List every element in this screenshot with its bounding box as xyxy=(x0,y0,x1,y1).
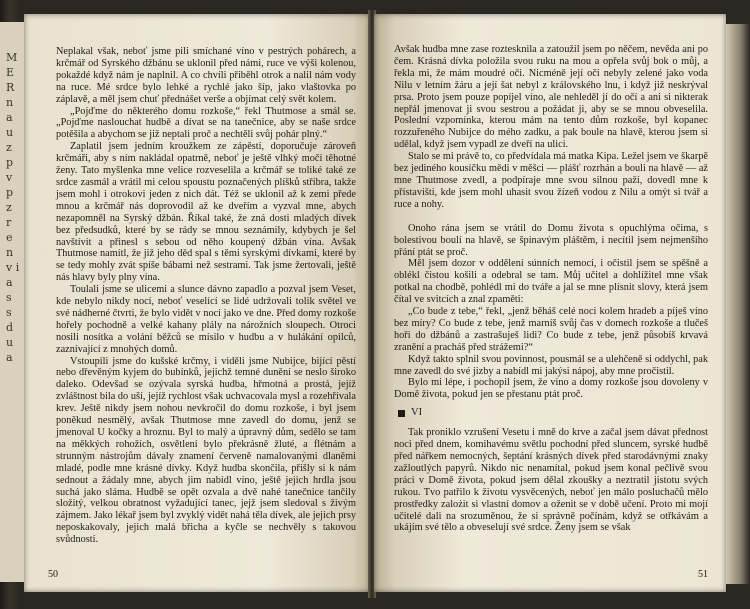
paragraph: „Co bude z tebe,“ řekl, „jenž běháš celé noci kolem hradeb a píješ víno bez míry? Co bude z tebe, jenž marníš svůj čas v domech rozkoše a tlučeš hoři do džbánů a zastrašuješ lidi? Co bude z tebe, jenž působíš krvavá zranění a pracháš před strážemi?“ xyxy=(394,306,708,353)
underlying-page-edge xyxy=(0,22,26,582)
paragraph: Tak proniklo vzrušení Vesetu i mně do krve a začal jsem dávat přednost noci před dnem, komihavému světlu pochodní před sluncem, syrské hudbě před nářkem nemocných, šeptání krásných dívek před starodávnými znaky zažloutlých papyrů. Nikdo nic nenamítal, pokud jsem konal pečlivě svou práci v Domě života, pokud jsem dělal zkoušky a neztratil jistotu svých rukou. Tvo patřilo k životu vysvěcených, neboť jen málo posluchačů mělo prostředky zalożit si vlastní domov a oženit se v době učení. Proto mi mojí učitelé dali na srozuměnou, že si správně počínám, když se otřkávám a ukájím své tělo a obveselují své srdce. Ženy jsem se však xyxy=(394,427,708,534)
paragraph: Onoho rána jsem se vrátil do Domu života s opuchlýma očima, s bolestivou boulí na hlavě, se špinavým pláštěm, i necítil jsem nejmenšího přání ptát se proč. xyxy=(394,222,708,258)
paragraph: „Pojďme do některého domu rozkoše,“ řekl Thutmose a smál se. „Pojďme naslouchat hudbě a dívat se na tanečnice, aby se naše srdce potěšila a abychom se již neptali proč a nechtěli svůj pohár plný.“ xyxy=(56,105,356,141)
paragraph: Bylo mi lépe, i pochopil jsem, že vino a domy rozkoše jsou dovoleny v Domě života, pokud jen se přestanu ptát proč. xyxy=(394,377,708,401)
left-page xyxy=(24,14,370,592)
blank-line xyxy=(394,211,708,223)
right-page xyxy=(374,14,726,592)
right-page-text xyxy=(394,44,708,534)
square-bullet-icon xyxy=(398,410,405,417)
section-heading xyxy=(398,407,708,419)
paragraph: Neplakal však, neboť jsme pili smíchané víno v pestrých pohárech, a krčmář od Syrského džbánu se uklonil před námi, ruce ve výši kolenou, pokaždé když nám je naplnil. A co chvíli přiběhl otrok a nalil nám vody na ruce. Mé srdce bylo lehké a rychlé jako šíp, jako vlaštovka po záplavě, a měl jsem chuť přednášet verše a objímat celý svět kolem. xyxy=(56,46,356,105)
book-right-edge xyxy=(726,24,750,584)
paragraph: Měl jsem dozor v oddělení súnních nemocí, i očistil jsem se spěšně a oblékl čistou košili a odebral se tam. Můj učitel a dohlížitel mne však potkal na chodbě, pohlédl mi do tváře a jal se mne plísnit slovy, která jsem čítal ve svitcích a znal zpaměti: xyxy=(394,258,708,306)
paragraph: Avšak hudba mne zase roztesknila a zatoužil jsem po něčem, nevěda ani po čem. Krásná dívka položila svou ruku na mou a opřela svůj bok o můj, a řekla mi, že mám moudré oči. Nicméně její oči nebyly zelené jako voda Nilu v letním žáru a její šat nebyl z královského lnu, i když již neskrýval prsa. Proto jsem pouze popíjel víno, ale nehleděl jí do očí a ani si nikterak nepřál jmenovat ji svou sestrou a požádat ji, aby se se mnou obveselila. Poslední vzpomínka, kterou mám na tento dům rozkoše, byl kopanec rozzuřeného Nubijce do mého zadku, a pak boule na hlavě, kterou jsem si udělal, když jsem vypadl ze dveří na ulici. xyxy=(394,44,708,151)
left-page-text xyxy=(56,46,356,546)
paragraph: Zaplatil jsem jedním kroužkem ze zápěstí, doporučuje zároveň krčmáři, aby s ním nakládal opatrně, neboť je ještě vlhký močí těhotné ženy. Tato myšlenka mne velice rozveselila a krčmář se toliké také ze srdce zasmál a vrátil mi celou spoustu poznačených plíšků stříbra, takže jsem mohl i otrokovi jeden z nich dát. Též se uklonil až k zemi přede mnou a krčmář nás doprovodil až ke dveřím a vyzval mne, abych nezapomněl na Syrský džbán. Říkal také, že zná dosti mladých dívek bez předsudků, které by se rády se mnou seznámily, kdybych je šel navštívit a přinesl s sebou od něho koupený džbán vína. Avšak Thutmose namítl, že již jeho děd spal s těmi syrskými dívkami, které by se tedy mohly zvát spíše bábami než sestrami. Tak jsme žertovali, ještě nás hlavy byly plny vína. xyxy=(56,141,356,284)
paragraph: Vstoupili jsme do kušské krčmy, i viděli jsme Nubijce, bijící pěstí nebo dřevěným kyjem do bubínků, jejichž temné dunění se neslo široko daleko. Odevšad se ozývala syrská hudba, hřmotná a prostá, jejíž zvláštnost bila do uší, jejíž rychlost však uchvacovala mysl a rozehřívala krev. Ještě nikdy jsem nohou nevkročil do domu rozkoše, i byl jsem poněkud nesmělý, avšak Thutmose mne zavedl do domu, jenž se jmenoval U kočky a hroznu. Byl to malý a úpravný dům, sedělo se tam na měkkých rohožích, osvětlení bylo překrásně žluté, a flétnám a strunným nástrojům dávaly znamení červeně namalovanými dlaněmi mladé, podle mne krásné dívky. Když hudba skončila, přišly si k nám sednout a žádaly mne, abych jim nabídl víno, ještě jejich hrdla jsou suchá jako sláma. Hudbě se opět ozvala a dvě nahé tanečnice tančily složitý, velkou obratnost vyžadující tanec, jejž jsem sledoval s živým zájmem. Jako lékař jsem byl zvyklý vidět nahá těla dívek, ale jejich prsy neposkakovaly, jejich malá břicha a kyčle se nechvěly s takovou svůdností. xyxy=(56,355,356,546)
page-number: 50 xyxy=(48,569,58,580)
paragraph: Toulali jsme se ulicemi a slunce dávno zapadlo a pozval jsem Veset, kde nebylo nikdy nocí, neboť veselící se lidé udržovali tolik světel ve své nádherné čtvrti, že bylo vidět v noci jako ve dne. Před domy rozkoše hořely pochodně a velké kahany plály na nárožních sloupech. Otroci nosili nosítka a volání běžců se mísilo v hudbu a v hulákání opilců, zaznívající z mnohých domů. xyxy=(56,284,356,355)
underlying-page-letters: ME R n a u z p v p z r e n v i a s s d u a xyxy=(6,51,20,364)
paragraph: Stalo se mi právě to, co předvídala má matka Kipa. Ležel jsem ve škarpě bez jediného kousíčku mědi v měšci — plášť rozrhán a bouli na hlavě — až mne Thutmose zvedl, a podpíraje mne svou silnou paží, dovedl mne k přístavišti, kde jsem mohl uhasit svou žízeň vodou z Nilu a omýt si tvář a ruce a nohy. xyxy=(394,151,708,210)
page-number: 51 xyxy=(698,569,708,580)
section-label: VI xyxy=(411,407,423,419)
paragraph: Když takto splnil svou povinnost, pousmál se a ulehčeně si oddychl, pak mne zavedl do své jizby a nabídl mi jakýsi nápoj, aby mne pročistil. xyxy=(394,353,708,377)
